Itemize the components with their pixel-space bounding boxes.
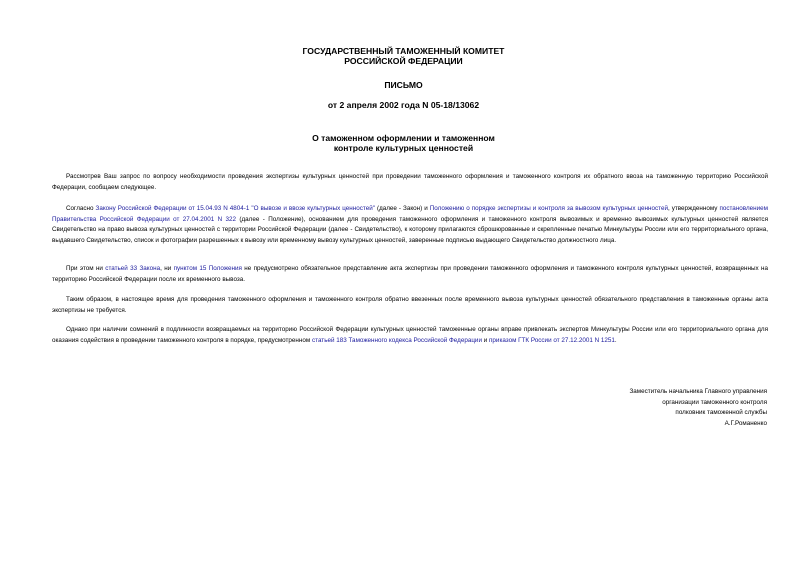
paragraph-1: Рассмотрев Ваш запрос по вопросу необходимости проведения экспертизы культурных ценностей при проведении таможенного оформления и таможенного контроля их обратного ввоза на таможенную территорию Российской Федерации, сообщаем следующее. <box>52 173 768 191</box>
link-gtk-order-1251[interactable]: приказом ГТК России от 27.12.2001 N 1251 <box>489 336 615 344</box>
link-article-33-law[interactable]: статьей 33 Закона <box>105 265 161 272</box>
paragraph-3-text-1: При этом ни <box>66 265 106 272</box>
link-customs-code-article-183[interactable]: статьей 183 Таможенного кодекса Российской Федерации <box>311 336 482 344</box>
paragraph-5-text-1: Однако при наличии сомнений в подлинности возвращаемых на территорию Российской Федерации культурных ценностей таможенные органы вправе привлекать экспертов Минкультуры России или его территориального органа для оказания содействия в проведении таможенного контроля в порядке, предусмотренном <box>52 326 768 344</box>
paragraph-2-text-3: , утвержденному <box>667 205 720 212</box>
signature-block <box>629 387 767 430</box>
link-law-4804-1[interactable]: Закону Российской Федерации от 15.04.93 N 4804-1 "О вывозе и ввозе культурных ценностей" <box>95 205 375 212</box>
paragraph-3-text-2: , ни <box>160 265 174 272</box>
document-subject <box>0 133 807 153</box>
signatory-rank: полковник таможенной службы <box>675 409 767 417</box>
organization-line-1: ГОСУДАРСТВЕННЫЙ ТАМОЖЕННЫЙ КОМИТЕТ <box>302 46 505 56</box>
signatory-name: А.Г.Романенко <box>724 420 767 428</box>
subject-line-2: контроле культурных ценностей <box>333 143 474 153</box>
signatory-position-2: организации таможенного контроля <box>662 398 767 406</box>
link-government-resolution-322[interactable]: постановлением Правительства Российской Федерации от 27.04.2001 N 322 <box>52 205 768 223</box>
paragraph-2-text-2: (далее - Закон) и <box>374 205 430 212</box>
subject-line-1: О таможенном оформлении и таможенном <box>312 133 495 143</box>
signatory-position-1: Заместитель начальника Главного управления <box>629 388 767 395</box>
organization-line-2: РОССИЙСКОЙ ФЕДЕРАЦИИ <box>344 56 463 66</box>
issuing-organization <box>0 46 807 66</box>
paragraph-2-text-4: (далее - Положение), основанием для проведения таможенного оформления и таможенного контроля вывозимых и временно вывозимых культурных ценностей является Свидетельство на право вывоза культурных ценностей с территории Российской Федерации (далее - Свидетельство), к которому прилагаются сброшюрованные и скрепленные печатью Минкультуры России или его территориального органа, выдавшего Свидетельство, список и фотографии разрешенных к вывозу или временному вывозу культурных ценностей, заверенные подписью выдающего Свидетельство должностного лица. <box>52 215 768 245</box>
paragraph-5-text-3: . <box>614 336 617 344</box>
paragraph-5 <box>52 325 768 346</box>
paragraph-3-text-3: не предусмотрено обязательное представление акта экспертизы при проведении таможенного оформления и таможенного контроля культурных ценностей, возвращенных на территорию Российской Федерации после их временного вывоза. <box>52 265 769 283</box>
paragraph-2 <box>52 204 768 247</box>
paragraph-3 <box>52 264 768 285</box>
paragraph-4: Таким образом, в настоящее время для проведения таможенного оформления и таможенного контроля обратно ввезенных после временного вывоза культурных ценностей обязательного представления в таможенные органы акта экспертизы не требуется. <box>52 296 768 314</box>
document-type: ПИСЬМО <box>384 80 423 90</box>
paragraph-2-text-1: Согласно <box>66 205 96 212</box>
link-expertise-regulation[interactable]: Положению о порядке экспертизы и контроля за вывозом культурных ценностей <box>429 205 668 212</box>
document-date-number: от 2 апреля 2002 года N 05-18/13062 <box>327 100 480 110</box>
paragraph-5-text-2: и <box>481 336 490 344</box>
link-item-15-regulation[interactable]: пунктом 15 Положения <box>173 265 242 272</box>
